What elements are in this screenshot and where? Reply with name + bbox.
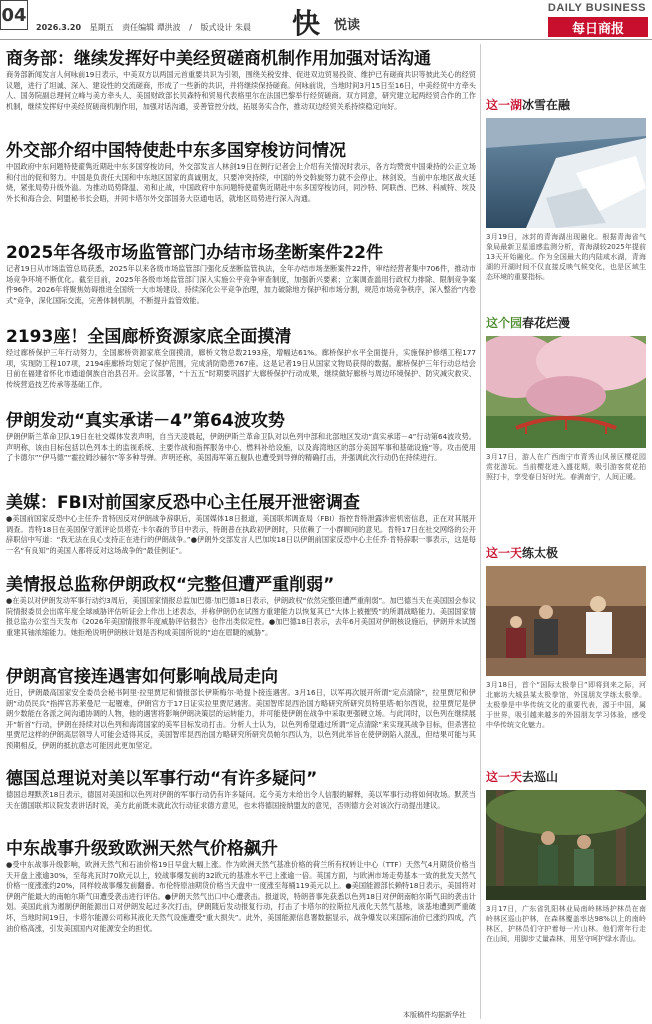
brand-chinese: 每日商报 — [548, 17, 648, 37]
photo-block-title — [486, 96, 646, 114]
article — [6, 574, 476, 660]
article — [6, 768, 476, 832]
photo-taichi-practice — [486, 566, 646, 676]
article-headline: 外交部介绍中国特使赴中东多国穿梭访问情况 — [6, 141, 346, 161]
section-logo-kuai: 快 — [292, 7, 321, 40]
title-rest: 去巡山 — [522, 770, 559, 784]
photo-block-patrol — [486, 768, 646, 944]
photo-caption: 3月17日，广东省乳阳林业局南岭林场护林员在南岭林区巡山护林，在森林覆盖率达98%以上的南岭林区，护林员们守护着每一片山林。他们常年行走在山间，用脚步丈量森林，用坚守呵护绿水青山。 — [486, 905, 646, 943]
title-rest: 冰雪在融 — [522, 98, 571, 112]
title-highlight: 这个园 — [486, 316, 523, 330]
article-body: 经过廊桥保护三年行动努力，全国廊桥资源家底全面摸清，廊桥文物总数2193座，增幅达61%。廊桥保护水平全面提升，实施保护修缮工程177项，实现防工程107项，2194座廊桥均划定了保护范围，完成消防隐患767座。这是记者19日从国家文物局获得的数据。廊桥保护三年行动总结会日前在福建省怀化市通道侗族自治县召开。会议部署，“十五五”时期要巩固扩大廊桥保护行动成果，继续做好廊桥与周边环境保护、防灾减灾救灾、传统营造技艺传承等基础工作。 — [6, 348, 476, 389]
title-rest: 练太极 — [522, 546, 559, 560]
issue-meta: 2026.3.20 星期五 责任编辑 谭洪波 / 版式设计 朱晨 — [36, 23, 252, 32]
title-highlight: 这一天 — [486, 546, 523, 560]
photo-block-lake — [486, 96, 646, 282]
article-body: ●受中东战事升级影响，欧洲天然气和石油价格19日早盘大幅上涨。作为欧洲天然气基准价格的荷兰所有权转让中心（TTF）天然气4月期货价格当天开盘上涨逾30%，至每兆瓦时70欧元以上，较战事爆发前的32欧元的基准水平已上涨逾一倍。英国方面，与欧洲市场走势基本一致的批发天然气价格一度涨涨约20%，同样较战事爆发前翻番。布伦特原油期货价格当天盘中一度涨至每桶119美元以上。●美国能源部长赖特18日表示，美国将对伊朗产能最大的南帕尔斯气田遭受袭击进行评估。●伊朗天然气出口中心遭袭击。报道说，特朗普事先获悉以色列18日对伊朗南帕尔斯气田的袭击计划。美国此前为遏制伊朗能源出口对伊朗发起过多次打击，伊朗随后发动报复行动，打击了卡塔尔的拉斯拉凡液化天然气基地，该基地遭到严重破坏，当地时间19日，卡塔尔能源公司称其液化天然气设施遭受“重大损失”。此外，美国能源信息署数据显示，战争爆发以来国际油价已涨约四成，汽油价格高涨，引发美国国内对能源安全的担忧。 — [6, 860, 476, 933]
article-headline: 商务部：继续发挥好中美经贸磋商机制作用加强对话沟通 — [6, 49, 431, 69]
article-body: 伊朗伊斯兰革命卫队19日在社交媒体发表声明，自当天凌晨起，伊朗伊斯兰革命卫队对以色列中部和北部地区发动“真实承诺－4”行动第64波攻势。声明称，该由目标包括以色列本土的监视系统、主要作战和指挥服务中心、燃料补给设施，以及海湾地区的部分美国军事和基础设施“等。攻击使用了卡德尔”“伊马德”“霍拉姆沙赫尔”等多种导弹。声明还称，美国海军第五舰队也遭受到导弹的精确打击，并强调此次行动仍在持续进行。 — [6, 432, 476, 463]
title-highlight: 这一天 — [486, 770, 523, 784]
issue-weekday: 星期五 — [89, 23, 114, 32]
photo-lake-ice — [486, 118, 646, 228]
page-header — [0, 0, 652, 40]
photo-block-title — [486, 544, 646, 562]
article-headline: 2193座！全国廊桥资源家底全面摸清 — [6, 327, 292, 347]
article — [6, 838, 476, 934]
article-credit: 本版稿件均据新华社 — [403, 1011, 466, 1019]
article-headline: 伊朗高官接连遇害如何影响战局走向 — [6, 667, 278, 687]
article-body: 记者19日从市场监管总局获悉，2025年以来各级市场监管部门强化反垄断监管执法，全年办结市场垄断案件22件，审结经营者集中706件，推动市场竞争环境不断优化。截至目前，2025年各级市场监管部门深入实施公平竞争审查制度，加强新兴要素；立案调查滥用行政权力排除、限制竞争案件96件。2026年将聚焦妨碍推进全国统一大市场建设、持续深化公平竞争治理，加力破除地方保护和市场分割，规范市场竞争秩序，深入整治“内卷式”竞争，深化国际交流，完善体制机制，不断提升监管效能。 — [6, 264, 476, 305]
column-divider — [480, 44, 481, 1019]
photo-caption: 3月18日，首个“国际太极拳日”即将到来之际，河北廊坊大城县某太极拳馆，外国朋友学练太极拳。太极拳是中华传统文化的重要代表，源于中国，属于世界，吸引越来越多的外国朋友学习体验，感受中华传统文化魅力。 — [486, 681, 646, 729]
article-body: 中国政府中东问题特使翟隽近期赴中东多国穿梭访问，外交部发言人林剑19日在例行记者会上介绍有关情况时表示，各方均赞赏中国秉持的公正立场和付出的促和努力。中国是负责任大国和中东地区国家的真诚朋友，只要冲突持续，中国的外交斡旋努力就不会停止。林剑说，当前中东地区战火延烧，紧张局势升级外溢。为推动局势降温、劝和止战，中国政府中东问题特使翟隽近期赴中东多国穿梭访问，同沙特、阿联酋、巴林、科威特、埃及外长和海合会、阿盟秘书长会晤，并同卡塔尔外交部国务大臣通电话，就地区局势进行深入沟通。 — [6, 162, 476, 203]
page-number: 04 — [0, 0, 28, 30]
article-headline: 伊朗发动“真实承诺－4”第64波攻势 — [6, 411, 285, 431]
title-highlight: 这一湖 — [486, 98, 523, 112]
photo-caption: 3月17日，游人在广西南宁市青秀山风景区樱花园赏花游玩。当前樱花进入盛花期，吸引游客赏花拍照打卡，享受春日好时光。春满南宁，人间正暖。 — [486, 453, 646, 481]
article — [6, 666, 476, 762]
main-column — [6, 48, 476, 940]
issue-designer: 版式设计 朱晨 — [200, 23, 252, 32]
article — [6, 492, 476, 568]
issue-editor: 责任编辑 谭洪波 — [122, 23, 181, 32]
article-body: 德国总理默茨18日表示，德国对美国和以色列对伊朗的军事行动仍有许多疑问。迄今美方未给出令人信服的解释，美以军事行动将如何收场。默茨当天在德国联邦议院发表讲话时说，美方此前既未就此次行动征求德方意见，也未将德国接纳盟友的意见，否则德方会对该次行动提出建议。 — [6, 790, 476, 810]
title-rest: 春花烂漫 — [522, 316, 571, 330]
article-body: 近日，伊朗最高国家安全委员会秘书阿里·拉里贾尼和情报部长伊斯梅尔·哈提卜接连遇害。3月16日，以军再次展开所谓“定点清除”，拉里贾尼和伊朗“动员民兵”指挥官苏莱曼尼一起罹难，伊朗官方于17日证实拉里贾尼遇害。美国智库昆西治国方略研究所研究员特里塔·帕尔西说，拉里贾尼是伊朗少数能在各派之间沟通协调的人物，他的遇害将影响伊朗决策层的运转能力，并可能使伊朗在战争中采取更强硬立场。与此同时，以色列在继续展开“斩首”行动，伊朗在持续对以色列和海湾国家的美军目标发动打击。分析人士认为，以色列希望通过所谓“定点清除”来实现其战争目标，但杀害拉里贾尼这样的伊朗高层领导人可能会适得其反，美国智库昆西治国方略研究所研究员帕尔西认为，以色列此举旨在使伊朗陷入混乱，但结果可能与其预期相反，伊朗的抵抗意志可能因此更加坚定。 — [6, 688, 476, 750]
article — [6, 140, 476, 236]
article-headline: 中东战事升级致欧洲天然气价格飙升 — [6, 839, 278, 859]
article — [6, 242, 476, 320]
photo-forest-patrol — [486, 790, 646, 900]
article-body: ●在美以对伊朗发动军事行动约3周后，美国国家情报总监加巴德·加巴德18日表示，伊朗政权“依然完整但遭严重削弱”。加巴德当天在美国国会参议院情报委员会出席年度全球威胁评估听证会上作出上述表态，并称伊朗仍在试图方重建能力以恢复其已“大体上被摧毁”的所谓战略能力。美国国家情报总监办公室当天发布《2026年美国情报界年度威胁评估报告》也作出类似定性。●加巴德18日表示，去年6月美国对伊朗核设施后，伊朗并未试图重建其铀浓缩能力。她拒绝说明伊朗核计划是否构成美国所说的“迫在眉睫的威胁”。 — [6, 596, 476, 637]
article-body: ●美国前国家反恐中心主任乔·肯特因反对伊朗战争辞职后，美国媒体18日报道，美国联邦调查局（FBI）指控肯特泄露涉密机密信息，正在对其展开调查。肯特18日在美国保守派评论员塔克·卡尔森的节目中表示，特朗普在执政初伊朗时，只依赖了一小群顾问的意见。肯特17日在社交网络的公开辞职信中写道：“我无法在良心支持正在进行的伊朗战争。”●伊朗外交部发言人巴加埃18日以伊朗前国家反恐中心主任乔·肯特辞职一事表示，这是每一名“有良知”的美国人都将反对这场战争的“最佳例证”。 — [6, 514, 476, 555]
article-headline: 2025年各级市场监管部门办结市场垄断案件22件 — [6, 243, 383, 263]
article-headline: 德国总理说对美以军事行动“有许多疑问” — [6, 769, 318, 789]
photo-block-title — [486, 314, 646, 332]
photo-block-title — [486, 768, 646, 786]
article — [6, 410, 476, 486]
article — [6, 48, 476, 134]
photo-caption: 3月19日，冰封的青海湖出现融化。根据青海省气象局最新卫星遥感监测分析，青海湖较2025年提前13天开始融化。作为全国最大的内陆咸水湖，青海湖的开湖时间不仅直接反映气候变化，也是区域生态环境的重要指标。 — [486, 233, 646, 281]
photo-block-garden — [486, 314, 646, 482]
photo-block-taichi — [486, 544, 646, 730]
article — [6, 326, 476, 404]
photo-cherry-blossom — [486, 336, 646, 448]
issue-date: 2026.3.20 — [36, 23, 82, 32]
article-headline: 美情报总监称伊朗政权“完整但遭严重削弱” — [6, 575, 335, 595]
article-body: 商务部新闻发言人何咏前19日表示，中美双方以两国元首重要共识为引领，围绕关税安排、促进双边贸易投资、维护已有磋商共识等彼此关心的经贸议题，进行了坦诚、深入、建设性的交流磋商，形成了一些新的共识，并将继续保持磋商。何咏前说，当地时间3月15日至16日，中美经贸中方牵头人、国务院副总理何立峰与美方牵头人、美国财政部长贝森特和贸易代表格里尔在法国巴黎举行经贸磋商。双方同意，研究建立起两经贸合作的工作机制，继续发挥好中美经贸磋商机制作用，加强对话沟通，妥善管控分歧，拓展务实合作，推动双边经贸关系持续稳定向好。 — [6, 70, 476, 111]
article-headline: 美媒：FBI对前国家反恐中心主任展开泄密调查 — [6, 493, 360, 513]
brand-english: DAILY BUSINESS — [547, 2, 646, 14]
section-logo-yuedu: 悦读 — [334, 18, 361, 33]
